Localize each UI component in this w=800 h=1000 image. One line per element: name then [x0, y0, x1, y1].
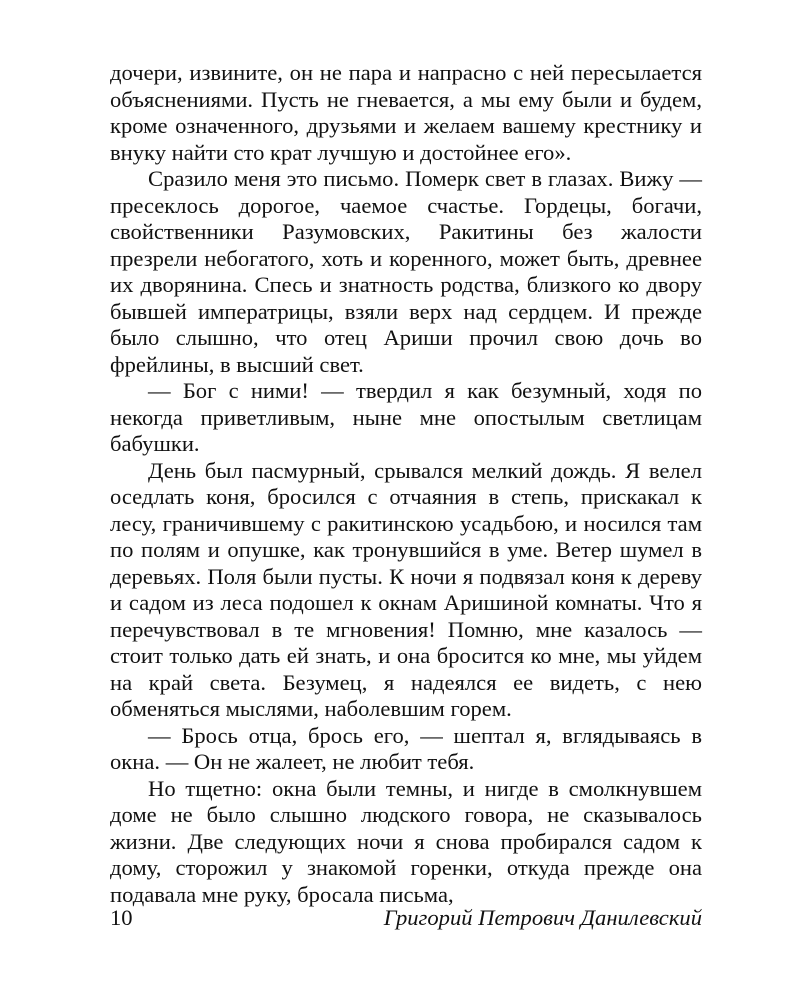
paragraph: Сразило меня это письмо. Померк свет в глазах. Вижу — пресеклось дорогое, чаемое счастье. Гордецы, богачи, свойственники Разумовских, Ракитины без жалости презрели небогатого, хоть и коренного, может быть, древнее их дворянина. Спесь и знатность родства, близкого ко двору бывшей императрицы, взяли верх над сердцем. И прежде было слышно, что отец Ариши прочил свою дочь во фрейлины, в высший свет. [110, 166, 702, 377]
body-text [110, 60, 702, 908]
page-number: 10 [110, 905, 133, 930]
running-header-author: Григорий Петрович Данилевский [383, 905, 702, 930]
paragraph: День был пасмурный, срывался мелкий дождь. Я велел оседлать коня, бросился с отчаяния в степь, прискакал к лесу, граничившему с ракитинскою усадьбою, и носился там по полям и опушке, как тронувшийся в уме. Ветер шумел в деревьях. Поля были пусты. К ночи я подвязал коня к дереву и садом из леса подошел к окнам Аришиной комнаты. Что я перечувствовал в те мгновения! Помню, мне казалось — стоит только дать ей знать, и она бросится ко мне, мы уйдем на край света. Безумец, я надеялся ее видеть, с нею обменяться мыслями, наболевшим горем. [110, 457, 702, 721]
paragraph: — Брось отца, брось его, — шептал я, вглядываясь в окна. — Он не жалеет, не любит тебя. [110, 722, 702, 774]
paragraph: Но тщетно: окна были темны, и нигде в смолкнувшем доме не было слышно людского говора, не сказывалось жизни. Две следующих ночи я снова пробирался садом к дому, сторожил у знакомой горенки, откуда прежде она подавала мне руку, бросала письма, [110, 775, 702, 907]
page-footer [110, 905, 702, 937]
paragraph: — Бог с ними! — твердил я как безумный, ходя по некогда приветливым, ныне мне опостылым светлицам бабушки. [110, 378, 702, 456]
paragraph: дочери, извините, он не пара и напрасно с ней пересылается объяснениями. Пусть не гневается, а мы ему были и будем, кроме означенного, друзьями и желаем вашему крестнику и внуку найти сто крат лучшую и достойнее его». [110, 60, 702, 165]
